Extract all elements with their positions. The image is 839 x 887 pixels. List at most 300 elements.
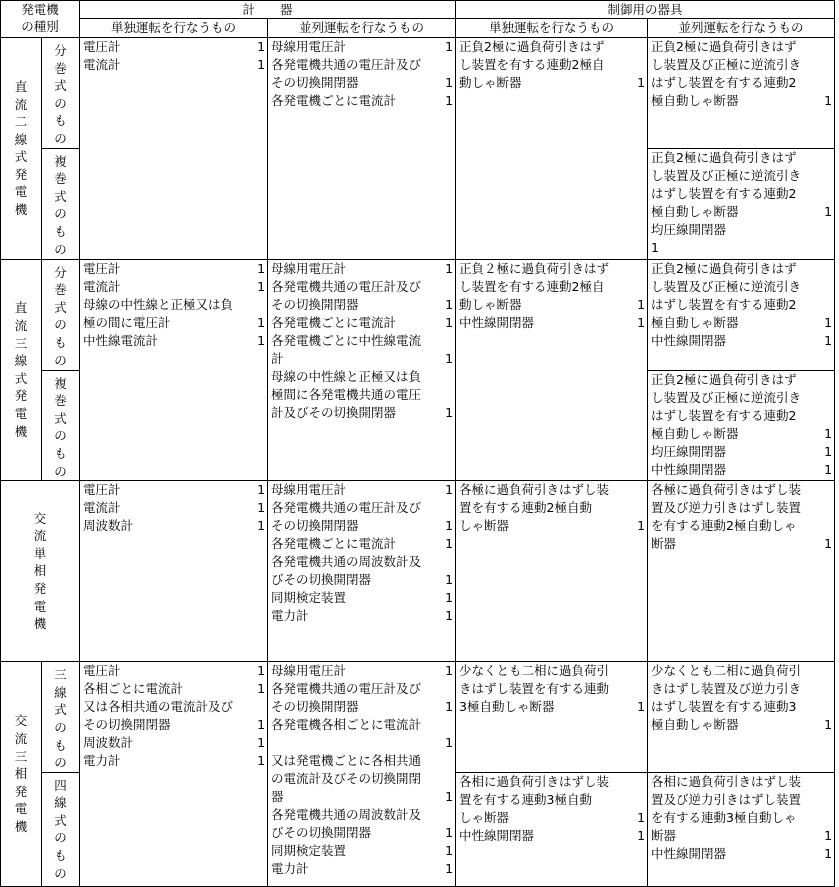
item-count: 1	[445, 518, 454, 534]
item-line	[80, 662, 267, 680]
header-control-single: 単独運転を行なうもの	[456, 19, 648, 38]
item-text: 極自動しゃ断器	[651, 93, 739, 108]
g4-control-single-four-wire	[456, 772, 648, 886]
label-char: 式	[14, 370, 28, 386]
item-line	[268, 278, 455, 296]
label-char: 分	[54, 43, 67, 58]
item-line	[268, 788, 455, 806]
item-line	[648, 407, 834, 425]
item-count	[451, 553, 453, 571]
item-text: びその切換開閉器	[271, 572, 372, 588]
item-text: 極自動しゃ断器	[651, 425, 739, 441]
item-line	[268, 368, 455, 386]
item-count	[451, 770, 453, 788]
item-count	[643, 791, 645, 809]
item-line	[648, 499, 834, 517]
item-text: し装置及び正極に逆流引き	[651, 57, 802, 72]
item-line	[268, 589, 455, 607]
item-count	[643, 56, 645, 74]
item-text: 各発電機ごとに電流計	[271, 314, 397, 330]
item-text: 正負2極に過負荷引きはず	[651, 149, 797, 165]
item-text: 極自動しゃ断器	[651, 717, 739, 733]
item-line	[648, 845, 834, 863]
item-text: 同期検定装置	[271, 843, 347, 859]
header-type-line-2: の種別	[21, 19, 59, 34]
item-text: 1	[651, 239, 659, 255]
item-count: 1	[637, 518, 646, 534]
item-text: 均圧線開閉器	[651, 221, 727, 237]
item-line	[268, 662, 455, 680]
item-line	[456, 791, 647, 809]
label-char: の	[54, 130, 67, 146]
label-char: の	[54, 317, 67, 333]
item-line	[268, 350, 455, 368]
item-line	[456, 278, 647, 296]
item-count	[830, 791, 832, 809]
item-text: 計	[271, 350, 284, 366]
item-count: 1	[257, 663, 266, 679]
g4-control-parallel-three-wire	[648, 662, 835, 773]
item-line	[456, 481, 647, 499]
item-text: 極自動しゃ断器	[651, 314, 739, 330]
item-line	[268, 607, 455, 625]
item-count	[643, 680, 645, 698]
item-line	[268, 698, 455, 716]
item-count: 1	[445, 93, 454, 108]
sub-label-shunt	[42, 38, 80, 149]
item-line	[648, 662, 834, 680]
item-text: 置を有する連動2極自動	[459, 500, 592, 516]
item-text: 正負2極に過負荷引きはず	[651, 39, 797, 54]
label-char: 線	[14, 353, 28, 369]
label-char: も	[54, 223, 67, 239]
item-text: 各相ごとに電流計	[83, 681, 184, 697]
label-char: 式	[54, 702, 67, 718]
item-count: 1	[824, 717, 833, 733]
item-text: 電圧計	[83, 260, 121, 276]
g1-control-parallel-shunt	[648, 38, 835, 149]
item-count	[830, 296, 832, 314]
item-line	[648, 203, 834, 221]
item-count: 1	[445, 296, 454, 312]
item-line	[80, 752, 267, 770]
label-char: 分	[54, 264, 67, 280]
item-line	[648, 371, 834, 389]
item-count	[451, 332, 453, 350]
label-char: 直	[14, 78, 28, 94]
item-line	[268, 806, 455, 824]
item-line	[456, 698, 647, 716]
item-line	[648, 221, 834, 239]
item-line	[648, 680, 834, 698]
item-text: きはずし装置を有する連動	[459, 681, 610, 697]
item-text: 又は各相共通の電流計及び	[83, 699, 234, 715]
label-char: 巻	[54, 171, 67, 187]
item-line	[648, 517, 834, 535]
item-text: 各極に過負荷引きはずし装	[459, 482, 610, 498]
item-text: しゃ断器	[459, 518, 510, 534]
item-line	[648, 296, 834, 314]
label-char: の	[54, 206, 67, 222]
item-line	[648, 791, 834, 809]
item-line	[648, 461, 834, 479]
sub-name	[42, 666, 79, 772]
item-count: 1	[445, 350, 454, 366]
label-char: 式	[54, 410, 67, 426]
item-line	[268, 92, 455, 110]
sub-name	[42, 42, 79, 148]
item-count: 1	[257, 57, 266, 72]
item-text: 各発電機ごとに電流計	[271, 536, 397, 552]
item-count	[830, 662, 832, 680]
item-text: 各発電機共通の電圧計及び	[271, 681, 422, 697]
item-count: 1	[445, 572, 454, 588]
item-text: その切換開閉器	[83, 717, 171, 733]
item-line	[80, 716, 267, 734]
item-count: 1	[637, 809, 646, 825]
item-line	[80, 278, 267, 296]
item-line	[268, 860, 455, 878]
label-char: 機	[33, 616, 47, 632]
label-char: 三	[14, 335, 28, 351]
item-count: 1	[257, 518, 266, 534]
item-count	[451, 716, 453, 734]
item-text: 正負2極に過負荷引きはず	[651, 371, 797, 387]
label-char: 二	[14, 114, 28, 130]
item-line	[80, 698, 267, 716]
item-count: 1	[824, 425, 833, 441]
item-count: 1	[824, 93, 833, 108]
item-count: 1	[824, 203, 833, 219]
item-line	[456, 314, 647, 332]
item-count	[451, 752, 453, 770]
item-text	[271, 734, 443, 752]
item-text: 又は発電機ごとに各相共通	[271, 753, 422, 769]
label-char: 機	[14, 818, 28, 834]
item-count: 1	[824, 536, 833, 552]
label-char: 線	[54, 795, 67, 811]
group-label-dc-two-wire	[1, 38, 42, 260]
item-count	[451, 806, 453, 824]
group-label-ac-single-phase	[1, 481, 80, 662]
group-name	[1, 78, 41, 219]
group-label-dc-three-wire	[1, 259, 42, 481]
item-text: 置及び逆力引きはずし装置	[651, 791, 802, 807]
item-line	[648, 74, 834, 92]
item-line	[268, 314, 455, 332]
item-count: 1	[445, 861, 454, 877]
item-text: 断器	[651, 827, 677, 843]
item-count	[643, 278, 645, 296]
header-control-devices: 制御用の器具	[456, 1, 835, 19]
label-char: 電	[14, 406, 28, 422]
item-count	[643, 662, 645, 680]
label-char: も	[54, 334, 67, 350]
item-text: 各相に過負荷引きはずし装	[651, 773, 802, 789]
item-text: 3極自動しゃ断器	[459, 699, 555, 715]
item-line	[648, 716, 834, 734]
label-char: 機	[14, 423, 28, 439]
g4-control-single-three-wire	[456, 662, 648, 773]
item-count	[830, 185, 832, 203]
group-name	[1, 299, 41, 440]
item-line	[268, 770, 455, 788]
g2-control-parallel-compound	[648, 370, 835, 481]
label-char: 複	[54, 375, 67, 391]
item-count	[830, 407, 832, 425]
item-line	[80, 296, 267, 314]
label-char: の	[54, 865, 67, 881]
sub-name	[42, 777, 79, 883]
g2-meters-single	[80, 259, 268, 481]
item-line	[80, 481, 267, 499]
item-count	[451, 386, 453, 404]
item-line	[648, 92, 834, 110]
label-char: も	[54, 445, 67, 461]
item-line	[456, 662, 647, 680]
label-char: 式	[54, 812, 67, 828]
item-count	[830, 371, 832, 389]
item-count: 1	[257, 278, 266, 294]
item-count	[451, 680, 453, 698]
item-text: し装置及び正極に逆流引き	[651, 389, 802, 405]
item-text: し装置及び正極に逆流引き	[651, 278, 802, 294]
g4-control-parallel-four-wire	[648, 772, 835, 886]
item-line	[456, 296, 647, 314]
item-line	[648, 56, 834, 74]
label-char: 式	[54, 188, 67, 204]
item-count: 1	[257, 260, 266, 276]
item-line	[268, 74, 455, 92]
item-line	[648, 332, 834, 350]
item-line	[268, 517, 455, 535]
sub-label-four-wire	[42, 772, 80, 886]
item-line	[268, 332, 455, 350]
item-count	[830, 499, 832, 517]
item-line	[648, 314, 834, 332]
item-count: 1	[824, 461, 833, 477]
item-count	[830, 698, 832, 716]
item-text: 電流計	[83, 278, 121, 294]
item-count: 1	[257, 717, 266, 733]
label-char: の	[54, 830, 67, 846]
label-char: 交	[14, 713, 28, 729]
label-char: 四	[54, 777, 67, 793]
item-count: 1	[637, 75, 646, 90]
item-text: 同期検定装置	[271, 590, 347, 606]
item-text: 少なくとも二相に過負荷引	[651, 663, 802, 679]
header-type-line-1: 発電機	[21, 2, 59, 17]
item-text: を有する連動3極自動しゃ	[651, 809, 797, 825]
g4-meters-single	[80, 662, 268, 887]
item-line	[648, 535, 834, 553]
item-count	[830, 680, 832, 698]
item-count: 1	[445, 482, 454, 498]
g3-control-parallel	[648, 481, 835, 662]
item-line	[648, 443, 834, 461]
sub-label-compound	[42, 148, 80, 259]
item-text: はずし装置を有する連動2	[651, 296, 797, 312]
item-line	[268, 260, 455, 278]
item-line	[456, 38, 647, 56]
sub-label-shunt	[42, 259, 80, 370]
label-char: 交	[33, 510, 47, 526]
label-char: 機	[14, 202, 28, 218]
item-line	[456, 56, 647, 74]
item-line	[456, 827, 647, 845]
item-count: 1	[257, 681, 266, 697]
item-line	[648, 389, 834, 407]
label-char: の	[54, 463, 67, 479]
label-char: 流	[14, 318, 28, 334]
item-text: その切換開閉器	[271, 75, 359, 90]
item-text: 電圧計	[83, 663, 121, 679]
item-text: を有する連動2極自動しゃ	[651, 518, 797, 534]
label-char: の	[54, 755, 67, 771]
item-text: 各発電機共通の電圧計及び	[271, 57, 422, 72]
item-count: 1	[445, 536, 454, 552]
group-label-ac-three-phase	[1, 662, 42, 887]
label-char: 電	[14, 801, 28, 817]
item-line	[456, 809, 647, 827]
item-line	[648, 260, 834, 278]
item-count: 1	[445, 735, 454, 751]
item-line	[268, 38, 455, 56]
item-count	[643, 499, 645, 517]
item-count	[263, 698, 265, 716]
g3-meters-parallel	[268, 481, 456, 662]
item-count	[830, 56, 832, 74]
label-char: 流	[33, 528, 47, 544]
label-char: 巻	[54, 282, 67, 298]
g1-control-parallel-compound	[648, 148, 835, 259]
label-char: 電	[33, 598, 47, 614]
item-count: 1	[445, 608, 454, 624]
item-count	[830, 74, 832, 92]
item-count: 1	[257, 482, 266, 498]
item-text: 置を有する連動3極自動	[459, 791, 592, 807]
item-text: 周波数計	[83, 518, 134, 534]
item-text: 母線の中性線と正極又は負	[271, 368, 422, 384]
item-text: しゃ断器	[459, 809, 510, 825]
item-text: その切換開閉器	[271, 699, 359, 715]
item-text: 周波数計	[83, 735, 134, 751]
label-char: も	[54, 848, 67, 864]
item-count: 1	[445, 699, 454, 715]
label-char: 複	[54, 153, 67, 169]
item-count: 1	[445, 789, 454, 805]
item-text: 電力計	[271, 861, 309, 877]
item-text: 各発電機共通の電圧計及び	[271, 500, 422, 516]
label-char: 相	[14, 766, 28, 782]
label-char: も	[54, 737, 67, 753]
label-char: 単	[33, 545, 47, 561]
item-count	[451, 56, 453, 74]
item-line	[648, 278, 834, 296]
item-line	[80, 734, 267, 752]
item-text: 各相に過負荷引きはずし装	[459, 773, 610, 789]
item-count: 1	[257, 735, 266, 751]
item-text: の電流計及びその切換開閉	[271, 771, 422, 787]
item-count: 1	[257, 753, 266, 769]
item-count	[830, 221, 832, 239]
g1-control-single	[456, 38, 648, 260]
item-text: 動しゃ断器	[459, 296, 522, 312]
label-char: の	[54, 95, 67, 111]
item-count	[830, 278, 832, 296]
item-text: し装置を有する連動2極自	[459, 278, 605, 294]
item-text: 極自動しゃ断器	[651, 203, 739, 219]
item-count	[830, 389, 832, 407]
item-line	[268, 842, 455, 860]
header-meters-parallel: 並列運転を行なうもの	[268, 19, 456, 38]
label-char: 発	[33, 580, 47, 596]
item-text: 各発電機共通の電圧計及び	[271, 278, 422, 294]
item-count	[451, 278, 453, 296]
item-count: 1	[824, 314, 833, 330]
label-char: 式	[54, 78, 67, 94]
label-char: 発	[14, 166, 28, 182]
item-count	[643, 773, 645, 791]
item-text: し装置を有する連動2極自	[459, 57, 605, 72]
item-line	[80, 260, 267, 278]
item-text: 電流計	[83, 500, 121, 516]
item-text: 中性線電流計	[83, 332, 159, 348]
item-text: 正負2極に過負荷引きはず	[459, 39, 605, 54]
label-char: の	[54, 241, 67, 257]
item-text: 母線の中性線と正極又は負	[83, 296, 234, 312]
item-text: 電圧計	[83, 39, 121, 54]
item-text: 均圧線開閉器	[651, 443, 727, 459]
label-char: 式	[14, 149, 28, 165]
item-line	[268, 296, 455, 314]
item-line	[80, 517, 267, 535]
item-line	[648, 698, 834, 716]
item-count	[830, 481, 832, 499]
item-line	[268, 56, 455, 74]
label-char: 流	[14, 730, 28, 746]
sub-label-three-wire	[42, 662, 80, 773]
item-count: 1	[445, 39, 454, 54]
group-name	[1, 510, 79, 633]
item-text: 電流計	[83, 57, 121, 72]
item-text: きはずし装置及び逆力引き	[651, 681, 802, 697]
item-line	[268, 734, 455, 752]
item-count: 1	[445, 75, 454, 90]
item-count: 1	[445, 843, 454, 859]
label-char: 線	[54, 684, 67, 700]
item-line	[648, 481, 834, 499]
item-count: 1	[445, 663, 454, 679]
item-text: 極間に各発電機共通の電圧	[271, 386, 422, 402]
item-line	[80, 499, 267, 517]
item-count	[643, 260, 645, 278]
label-char: 巻	[54, 393, 67, 409]
item-count	[451, 499, 453, 517]
label-char: 電	[14, 184, 28, 200]
item-count	[830, 517, 832, 535]
item-count: 1	[637, 314, 646, 330]
item-text: 電力計	[271, 608, 309, 624]
item-count: 1	[824, 845, 833, 861]
header-meters-single: 単独運転を行なうもの	[80, 19, 268, 38]
item-line	[648, 773, 834, 791]
item-line	[648, 239, 834, 257]
item-line	[456, 680, 647, 698]
sub-label-compound	[42, 370, 80, 481]
item-line	[648, 38, 834, 56]
item-text: 電圧計	[83, 482, 121, 498]
